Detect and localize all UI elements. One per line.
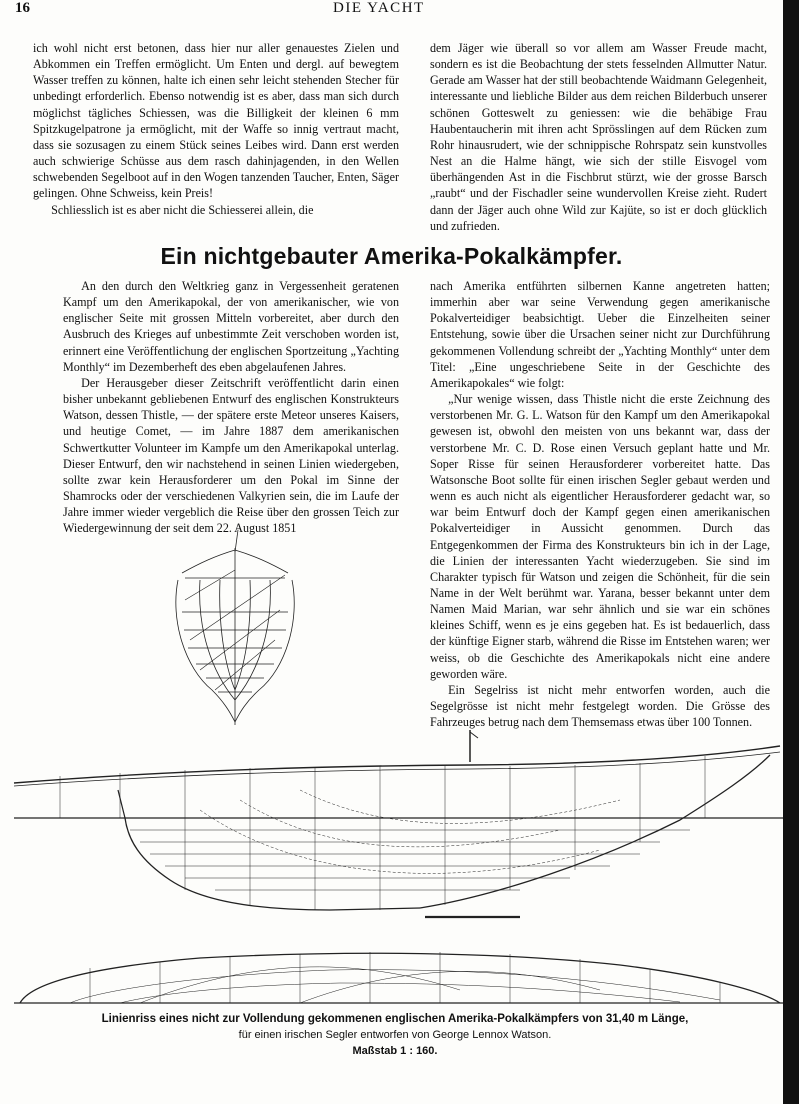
deck-line	[14, 752, 780, 786]
caption-line: für einen irischen Segler entworfen von George Lennox Watson.	[238, 1029, 552, 1041]
deck-outline-plan	[20, 953, 780, 1003]
caption-line: Linienriss eines nicht zur Vollendung gekommenen englischen Amerika-Pokalkämpfers von 31,40 m Länge,	[101, 1013, 689, 1025]
article-paragraph: Der Herausgeber dieser Zeitschrift veröffentlicht darin einen bisher unbekannt gebliebenen Entwurf des englischen Konstrukteurs Watson, dessen Thistle, — der spätere erste Meteor unseres Kaisers, und heutige Comet, — im Jahre 1887 dem amerikanischen Schwertkutter Volunteer im Kampfe um den Amerikapokal unterlag. Dieser Entwurf, den wir nachstehend in seinen Linien wiedergeben, sollte zwar kein Herausforderer um den Pokal im Sinne der Shamrocks oder der verschiedenen Valkyrien sein, die im Laufe der Jahre immer wieder vergeblich die Reise über den grossen Teich zur Wiedergewinnung der seit dem 22. August 1851	[63, 375, 399, 536]
sheer-plan-drawing	[14, 730, 783, 917]
station-lines	[60, 756, 705, 910]
scan-edge	[783, 0, 799, 1104]
waterline-plan-2	[120, 983, 680, 1003]
section-outline-right	[235, 580, 294, 722]
top-left-paragraph: Schliesslich ist es aber nicht die Schiesserei allein, die	[51, 202, 314, 217]
section-outline-left	[176, 580, 235, 722]
figure-caption	[40, 1011, 750, 1059]
waterline-plan-1	[70, 970, 720, 1003]
page-number: 16	[15, 0, 30, 16]
article-title: Ein nichtgebauter Amerika-Pokalkämpfer.	[160, 243, 623, 269]
top-left-paragraph: ich wohl nicht erst betonen, dass hier nur aller genauestes Zielen und Abkommen ein Treffen ermöglicht. Um Enten und dergl. auf bewegtem Wasser treffen zu können, halte ich einen sehr leicht stehenden Stecher für unbedingt erforderlich. Ebenso notwendig ist es aber, dass man sich durch möglichst tägliches Schiessen, was die Billigkeit der kleinen 6 mm Spitzkugelpatrone ja ermöglicht, mit der Waffe so innig vertraut macht, dass sie sozusagen zu einem Stück seines Leibes wird. Dann erst werden auch schwierige Schüsse aus dem rasch dahinjagenden, in den Wellen schwebenden Segelboot auf in den Wogen tanzenden Taucher, Enten, Säger gelingen. Ohne Schweiss, kein Preis!	[33, 41, 399, 201]
article-paragraph: Ein Segelriss ist nicht mehr entworfen worden, auch die Segelgrösse ist nicht mehr festgelegt worden. Die Grösse des Fahrzeuges betrug nach dem Themsemass etwas über 100 Tonnen.	[430, 682, 770, 730]
mast-head	[470, 732, 478, 738]
caption-scale: Maßstab 1 : 160.	[352, 1045, 438, 1057]
waterlines-profile	[130, 830, 690, 890]
forefoot-profile	[420, 755, 770, 908]
running-title: DIE YACHT	[333, 0, 425, 16]
sheer-line	[14, 746, 780, 783]
article-paragraph: „Nur wenige wissen, dass Thistle nicht die erste Zeichnung des verstorbenen Mr. G. L. Watson für den Kampf um den Amerikapokal gewesen ist, obwohl den meisten von uns bekannt war, dass der verstorbene Mr. C. D. Rose einen Versuch geplant hatte und Mr. Soper Risse für seinen Herausforderer vorbereitet hatte. Das Watsonsche Boot sollte für einen irischen Segler gebaut werden und wenn es auch nicht als eigentlicher Herausforderer gedacht war, so war beim Entwurf doch der Kampf gegen einen amerikanischen Pokalverteidiger in Aussicht genommen. Durch das Entgegenkommen der Firma des Konstrukteurs bin ich in der Lage, die Linien der interessanten Yacht wiederzugeben. Sie sind im Charakter typisch für Watson und zeigen die Schönheit, für die sein Name in der Welt berühmt war. Yarana, besser bekannt unter dem Namen Maid Marian, war sehr ähnlich und sie war ein schönes kleines Schiff, wenn es je eins gegeben hat. Es ist bedauerlich, dass der künftige Eigner starb, während die Risse im Entstehen waren; wer weiss, ob die Geschichte des Amerikapokals nicht eine andere geworden wäre.	[430, 392, 770, 681]
keel-profile	[125, 818, 420, 910]
diagonal-curves-profile	[200, 790, 620, 873]
article-paragraph: An den durch den Weltkrieg ganz in Vergessenheit geratenen Kampf um den Amerikapokal, der von amerikanischer, wie von englischer Seite mit grossen Mitteln vorbereitet, aber durch den Ausbruch des Krieges auf unbestimmte Zeit verschoben worden ist, erinnert eine Veröffentlichung der englischen Sportzeitung „Yachting Monthly“ im Dezemberheft des eben abgelaufenen Jahres.	[63, 279, 399, 374]
half-breadth-drawing	[14, 952, 783, 1003]
top-right-paragraph: dem Jäger wie überall so vor allem am Wasser Freude macht, sondern es ist die Beobachtung der stets fesselnden Allmutter Natur. Gerade am Wasser hat der still beobachtende Waidmann Gelegenheit, interessante und liebliche Bilder aus dem reichen Bilderbuch unserer schönen Gotteswelt zu geniessen: wie die behäbige Frau Haubentaucherin mit ihren acht Sprösslingen auf dem Rücken zum Rohr hinausrudert, wie der schnippische Rohrspatz sein kunstvolles Nest an die Halme hängt, wie sich der stille Eisvogel vom überhängenden Ast in die Fischbrut stürzt, wie der grosse Barsch „raubt“ und der Fischadler seine wundervollen Kreise zieht. Rudert dann der Jäger auch ohne Wild zur Kajüte, so ist er doch glücklich und zufrieden.	[430, 41, 767, 233]
stem-top	[235, 530, 238, 552]
stern-post	[118, 790, 125, 818]
article-paragraph: nach Amerika entführten silbernen Kanne angetreten hatten; immerhin aber war seine Verwendung gegen amerikanische Pokalverteidiger beabsichtigt. Ueber die Einzelheiten seiner Entstehung, sowie über die Ursachen seiner nicht zur Durchführung gekommenen Vollendung schreibt der „Yachting Monthly“ unter dem Titel: „Eine ungeschriebene Seite in der Geschichte des Amerikapokales“ wie folgt:	[430, 279, 770, 390]
